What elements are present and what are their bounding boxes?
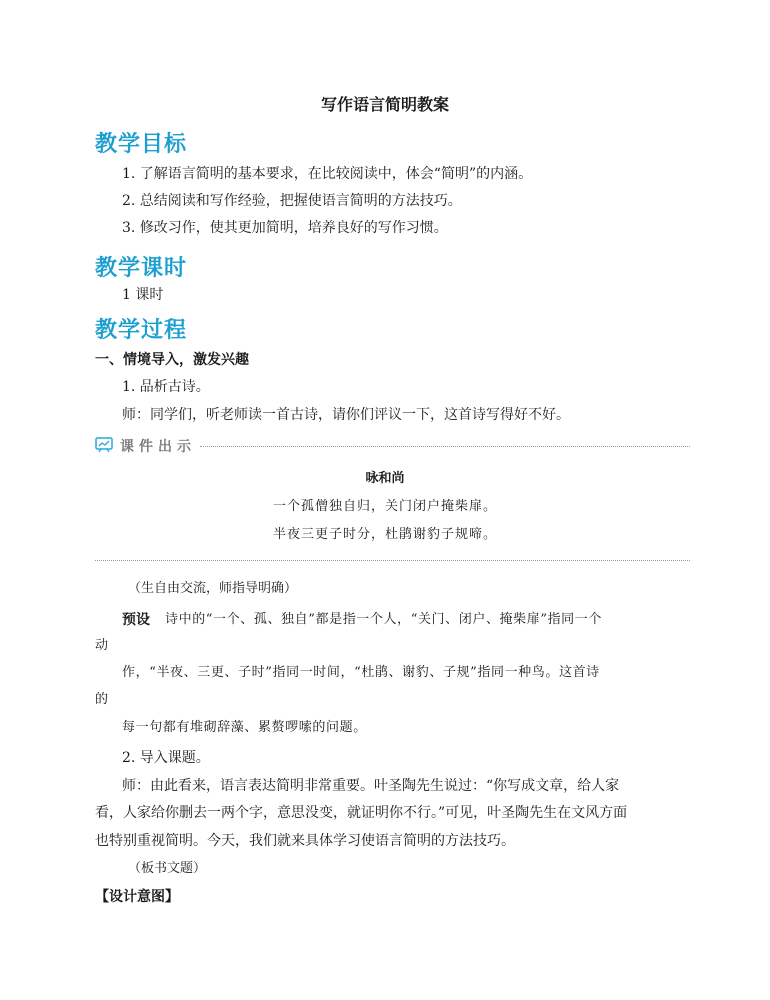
design-intent-heading: 【设计意图】 <box>95 889 179 905</box>
poem-title: 咏和尚 <box>365 471 405 486</box>
step-2: 2. 导入课题。 <box>122 750 210 766</box>
callout-bottom-divider <box>95 560 690 561</box>
poem-line-2: 半夜三更子时分，杜鹃谢豹子规啼。 <box>272 527 497 542</box>
callout-label: 课件出示 <box>120 439 196 455</box>
preset-label: 预设 <box>122 612 150 628</box>
teacher-line-2a: 师：由此看来，语言表达简明非常重要。叶圣陶先生说过：“你写成文章，给人家 <box>122 778 620 794</box>
teacher-line-2b: 看，人家给你删去一两个字，意思没变，就证明你不行。”可见，叶圣陶先生在文风方面 <box>95 805 628 821</box>
step-1: 1. 品析古诗。 <box>122 379 210 395</box>
presentation-icon <box>95 437 113 453</box>
section-heading-goals: 教学目标 <box>95 132 188 157</box>
preset-line-5: 每一句都有堆砌辞藻、累赘啰嗦的问题。 <box>122 720 367 735</box>
document-title: 写作语言简明教案 <box>320 95 449 114</box>
hours-value: 1 课时 <box>122 287 164 303</box>
preset-line-1: 诗中的“一个、孤、独自”都是指一个人，“关门、闭户、掩柴扉”指同一个 <box>165 612 602 627</box>
goal-item-1: 1. 了解语言简明的基本要求，在比较阅读中，体会“简明”的内涵。 <box>122 166 533 182</box>
poem-line-1: 一个孤僧独自归，关门闭户掩柴扉。 <box>272 499 497 514</box>
goal-item-3: 3. 修改习作，使其更加简明，培养良好的写作习惯。 <box>122 220 448 236</box>
goal-item-2: 2. 总结阅读和写作经验，把握使语言简明的方法技巧。 <box>122 193 462 209</box>
note-board-title: （板书文题） <box>128 861 207 876</box>
teacher-line-2c: 也特别重视简明。今天，我们就来具体学习使语言简明的方法技巧。 <box>95 833 515 849</box>
preset-line-4: 的 <box>95 692 109 707</box>
preset-line-2: 动 <box>95 638 109 653</box>
subheading-scene-intro: 一、情境导入，激发兴趣 <box>95 352 249 368</box>
preset-line-3: 作，“半夜、三更、子时”指同一时间，“杜鹃、谢豹、子规”指同一种鸟。这首诗 <box>122 665 600 680</box>
note-discussion: （生自由交流，师指导明确） <box>128 581 298 596</box>
section-heading-process: 教学过程 <box>95 318 188 343</box>
teacher-line-1: 师：同学们，听老师读一首古诗，请你们评议一下，这首诗写得好不好。 <box>122 407 570 423</box>
section-heading-hours: 教学课时 <box>95 256 188 281</box>
callout-top-divider <box>200 446 690 447</box>
